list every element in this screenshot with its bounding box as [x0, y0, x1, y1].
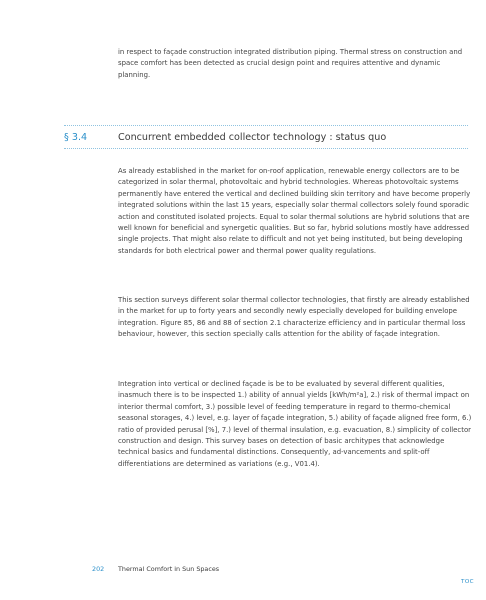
body-paragraph-2: This section surveys different solar thermal collector technologies, that firstly are already established in the market for up to forty years and secondly newly especially developed for building envelope integration. Figure 85, 86 and 88 of section 2.1 characterize efficiency and in particular thermal loss behaviour, however, this section specially calls attention for the ability of façade integration.	[118, 296, 470, 339]
section-top-rule	[64, 125, 468, 126]
section-title: Concurrent embedded collector technology : status quo	[118, 132, 387, 143]
running-title: Thermal Comfort in Sun Spaces	[118, 565, 220, 573]
page-number: 202	[92, 565, 105, 573]
intro-paragraph: in respect to façade construction integrated distribution piping. Thermal stress on construction and space comfort has been detected as crucial design point and requires attentive and dynamic planning.	[118, 48, 463, 79]
body-paragraph-1: As already established in the market for on-roof application, renewable energy collectors are to be categorized in solar thermal, photovoltaic and hybrid technologies. Whereas photovoltaic systems permanently have entered the vertical and declined building skin territory and have become properly integrated solutions within the last 15 years, especially solar thermal collectors solely found sporadic action and constituted isolated projects. Equal to solar thermal solutions are hybrid solutions that are well known for beneficial and synergetic qualities. But so far, hybrid solutions mostly have addressed single projects. That might also relate to difficult and not yet being instituted, but being developing standards for both electrical power and thermal power quality regulations.	[118, 167, 471, 255]
toc-link[interactable]: TOC	[461, 579, 474, 585]
section-bottom-rule	[64, 148, 468, 149]
section-number: § 3.4	[64, 132, 88, 143]
body-paragraph-3: Integration into vertical or declined façade is be to be evaluated by several different qualities, inasmuch there is to be inspected 1.) ability of annual yields [kWh/m²a], 2.) risk of thermal impact on interior thermal comfort, 3.) possible level of feeding temperature in regard to thermo-chemical seasonal storages, 4.) level, e.g. layer of façade integration, 5.) ability of façade aligned free form, 6.) ratio of provided perusal [%], 7.) level of thermal insulation, e.g. evacuation, 8.) simplicity of collector construction and design. This survey bases on detection of basic architypes that acknowledge technical basics and fundamental distinctions. Consequently, ad-vancements and split-off differentiations are determined as variations (e.g., V01.4).	[118, 380, 472, 468]
